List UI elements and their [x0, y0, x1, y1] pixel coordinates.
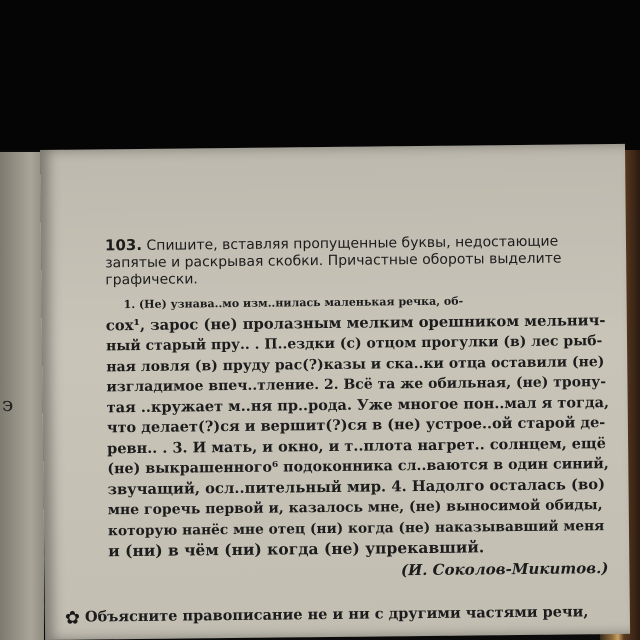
- task-instruction: Спишите, вставляя пропущенные буквы, недостающие запятые и раскрывая скобки. Причастные обороты выделите графически.: [105, 233, 562, 289]
- body-line: и (ни) в чём (ни) когда (не) упрекавший.: [108, 537, 485, 561]
- background-desk: [0, 0, 640, 150]
- body-line: ная ловля (в) пруду рас(?)казы и ска..ки отца оставили (не): [106, 353, 605, 375]
- body-line: мне горечь первой и, казалось мне, (не) выносимой обиды,: [107, 497, 603, 519]
- book-page: [40, 144, 630, 640]
- body-line: сох¹, зарос (не) пролазным мелким орешником мельнич-: [105, 311, 606, 334]
- body-line: которую нанёс мне отец (ни) когда (не) наказывавший меня: [107, 517, 605, 539]
- footer-instruction: Объясните правописание не и ни с другими частями речи,: [84, 603, 589, 626]
- exercise-body: [106, 290, 609, 582]
- page-text: [105, 232, 609, 582]
- task-header: [105, 232, 606, 289]
- body-line: что делает(?)ся и вершит(?)ся в (не) устрое..ой старой де-: [106, 414, 606, 437]
- body-line: тая ..кружает м..ня пр..рода. Уже многое пон..мал я тогда,: [106, 393, 610, 416]
- left-page-char: э: [2, 392, 14, 416]
- body-line: звучащий, осл..пительный мир. 4. Надолго осталась (во): [107, 475, 606, 498]
- body-line: ный старый пру.. . П..ездки (с) отцом прогулки (в) лес рыб-: [105, 333, 603, 355]
- flower-bullet-icon: ✿: [64, 607, 81, 629]
- body-line: 1. (Не) узнава..мо изм..нилась маленькая речка, об-: [123, 294, 464, 312]
- task-number: 103.: [104, 235, 143, 255]
- left-book-page: [0, 152, 44, 640]
- body-line: изгладимое впеч..тление. 2. Всё та же обильная, (не) трону-: [106, 374, 607, 396]
- body-line: ревн.. . 3. И мать, и окно, и т..плота нагрет.. солнцем, ещё: [107, 434, 606, 457]
- author-credit: (И. Соколов-Микитов.): [400, 558, 609, 579]
- body-line: (не) выкрашенного⁶ подоконника сл..ваются в один синий,: [107, 456, 609, 478]
